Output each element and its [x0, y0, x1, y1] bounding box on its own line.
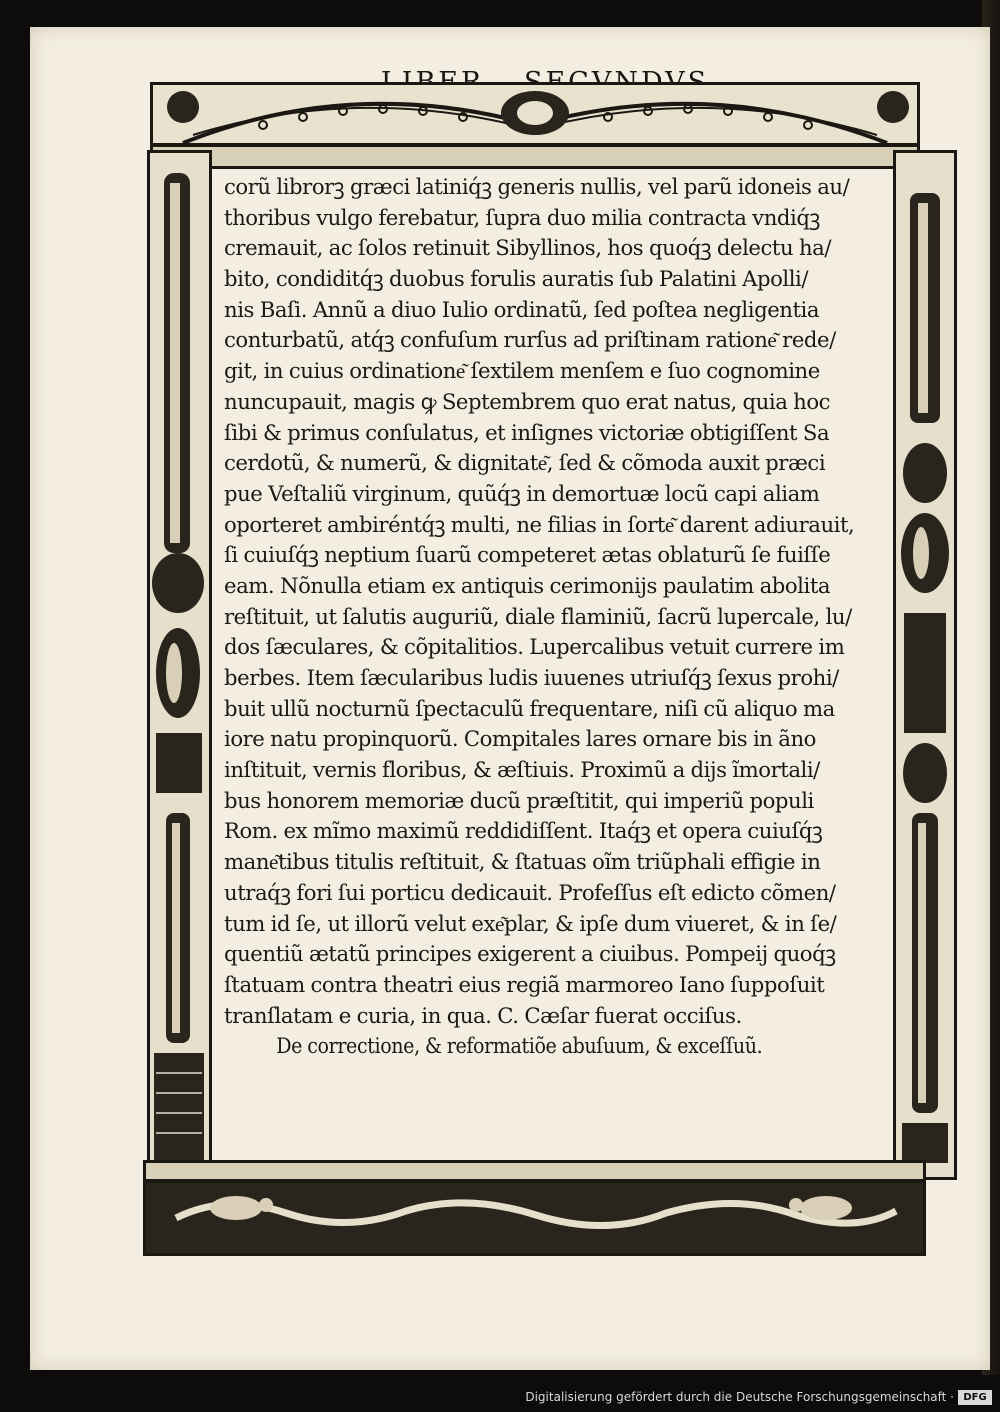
section-heading: De correctione, & reformatiõe abuſuum, & exceſſuũ. — [276, 1033, 763, 1059]
text-line: berbes. Item ſæcularibus ludis iuuenes utriuſq́ꝫ ſexus prohi/ — [224, 665, 839, 690]
text-line: eam. Nõnulla etiam ex antiquis cerimonijs paulatim abolita — [224, 572, 831, 598]
text-line: pue Veſtaliũ virginum, quũq́ꝫ in demortuæ locũ capi aliam — [224, 480, 820, 506]
latin-text-block — [224, 172, 890, 1062]
text-line: Rom. ex mĩmo maximũ reddidiſſent. Itaq́ꝫ et opera cuiuſq́ꝫ — [224, 818, 823, 844]
woodcut-border-top — [150, 82, 920, 169]
digitization-credit: Digitalisierung gefördert durch die Deutsche Forschungsgemeinschaft · — [525, 1390, 954, 1404]
text-line: conturbatũ, atq́ꝫ confuſum rurſus ad priſtinam ratione͂ rede/ — [224, 327, 836, 353]
text-line: reſtituit, ut ſalutis auguriũ, diale flaminiũ, ſacrũ lupercale, lu/ — [224, 603, 852, 629]
text-line: ſtatuam contra theatri eius regiã marmoreo Iano ſuppoſuit — [224, 971, 825, 997]
text-line: tum id ſe, ut illorũ velut exe͂plar, & ipſe dum viueret, & in ſe/ — [224, 910, 837, 936]
text-line: buit ullũ nocturnũ ſpectaculũ frequentare, niſi cũ aliquo ma — [224, 695, 835, 721]
text-line: thoribus vulgo ferebatur, ſupra duo milia contracta vndiq́ꝫ — [224, 204, 820, 230]
woodcut-border-bottom — [143, 1160, 926, 1256]
text-line: utraq́ꝫ fori ſui porticu dedicauit. Profeſſus eſt edicto cõmen/ — [224, 879, 836, 905]
text-line: ſi cuiuſq́ꝫ neptium ſuarũ competeret ætas oblaturũ ſe fuiſſe — [224, 542, 831, 568]
dfg-logo: DFG — [958, 1390, 992, 1405]
text-line: iore natu propinquorũ. Compitales lares ornare bis in ãno — [224, 726, 816, 752]
text-line: dos ſæculares, & cõpitalitios. Lupercalibus vetuit currere im — [224, 634, 845, 660]
text-line: cerdotũ, & numerũ, & dignitate͂, ſed & cõmoda auxit præci — [224, 450, 826, 476]
text-line: inſtituit, vernis floribus, & æſtiuis. Proximũ a dijs ĩmortali/ — [224, 757, 820, 783]
text-line: bito, condiditq́ꝫ duobus forulis auratis ſub Palatini Apolli/ — [224, 266, 809, 292]
woodcut-border-right-column — [893, 150, 957, 1180]
text-line: nis Baſi. Annũ a diuo Iulio ordinatũ, ſed poſtea negligentia — [224, 296, 820, 322]
text-line: quentiũ ætatũ principes exigerent a ciuibus. Pompeij quoq́ꝫ — [224, 941, 836, 967]
text-line: git, in cuius ordinatione͂ ſextilem menſem e ſuo cognomine — [224, 358, 820, 384]
text-line: cremauit, ac ſolos retinuit Sibyllinos, hos quoq́ꝫ delectu ha/ — [224, 235, 832, 261]
text-line: oporteret ambiréntq́ꝫ multi, ne filias in ſorte͂ darent adiurauit, — [224, 511, 855, 537]
text-line: mane͂tibus titulis reſtituit, & ſtatuas oĩm triũphali effigie in — [224, 849, 821, 875]
text-line: ſibi & primus conſulatus, et inſignes victoriæ obtigiſſent Sa — [224, 419, 830, 445]
text-line: tranſlatam e curia, in qua. C. Cæſar fuerat occiſus. — [224, 1002, 742, 1028]
woodcut-border-left-column — [147, 150, 212, 1180]
footer-bar — [0, 1387, 1000, 1412]
text-line: bus honorem memoriæ ducũ præſtitit, qui imperiũ populi — [224, 787, 814, 813]
text-line: corũ librorꝫ græci latiniq́ꝫ generis nullis, vel parũ idoneis au/ — [224, 174, 850, 199]
text-line: nuncupauit, magis ꝙ Septembrem quo erat natus, quia hoc — [224, 388, 831, 414]
